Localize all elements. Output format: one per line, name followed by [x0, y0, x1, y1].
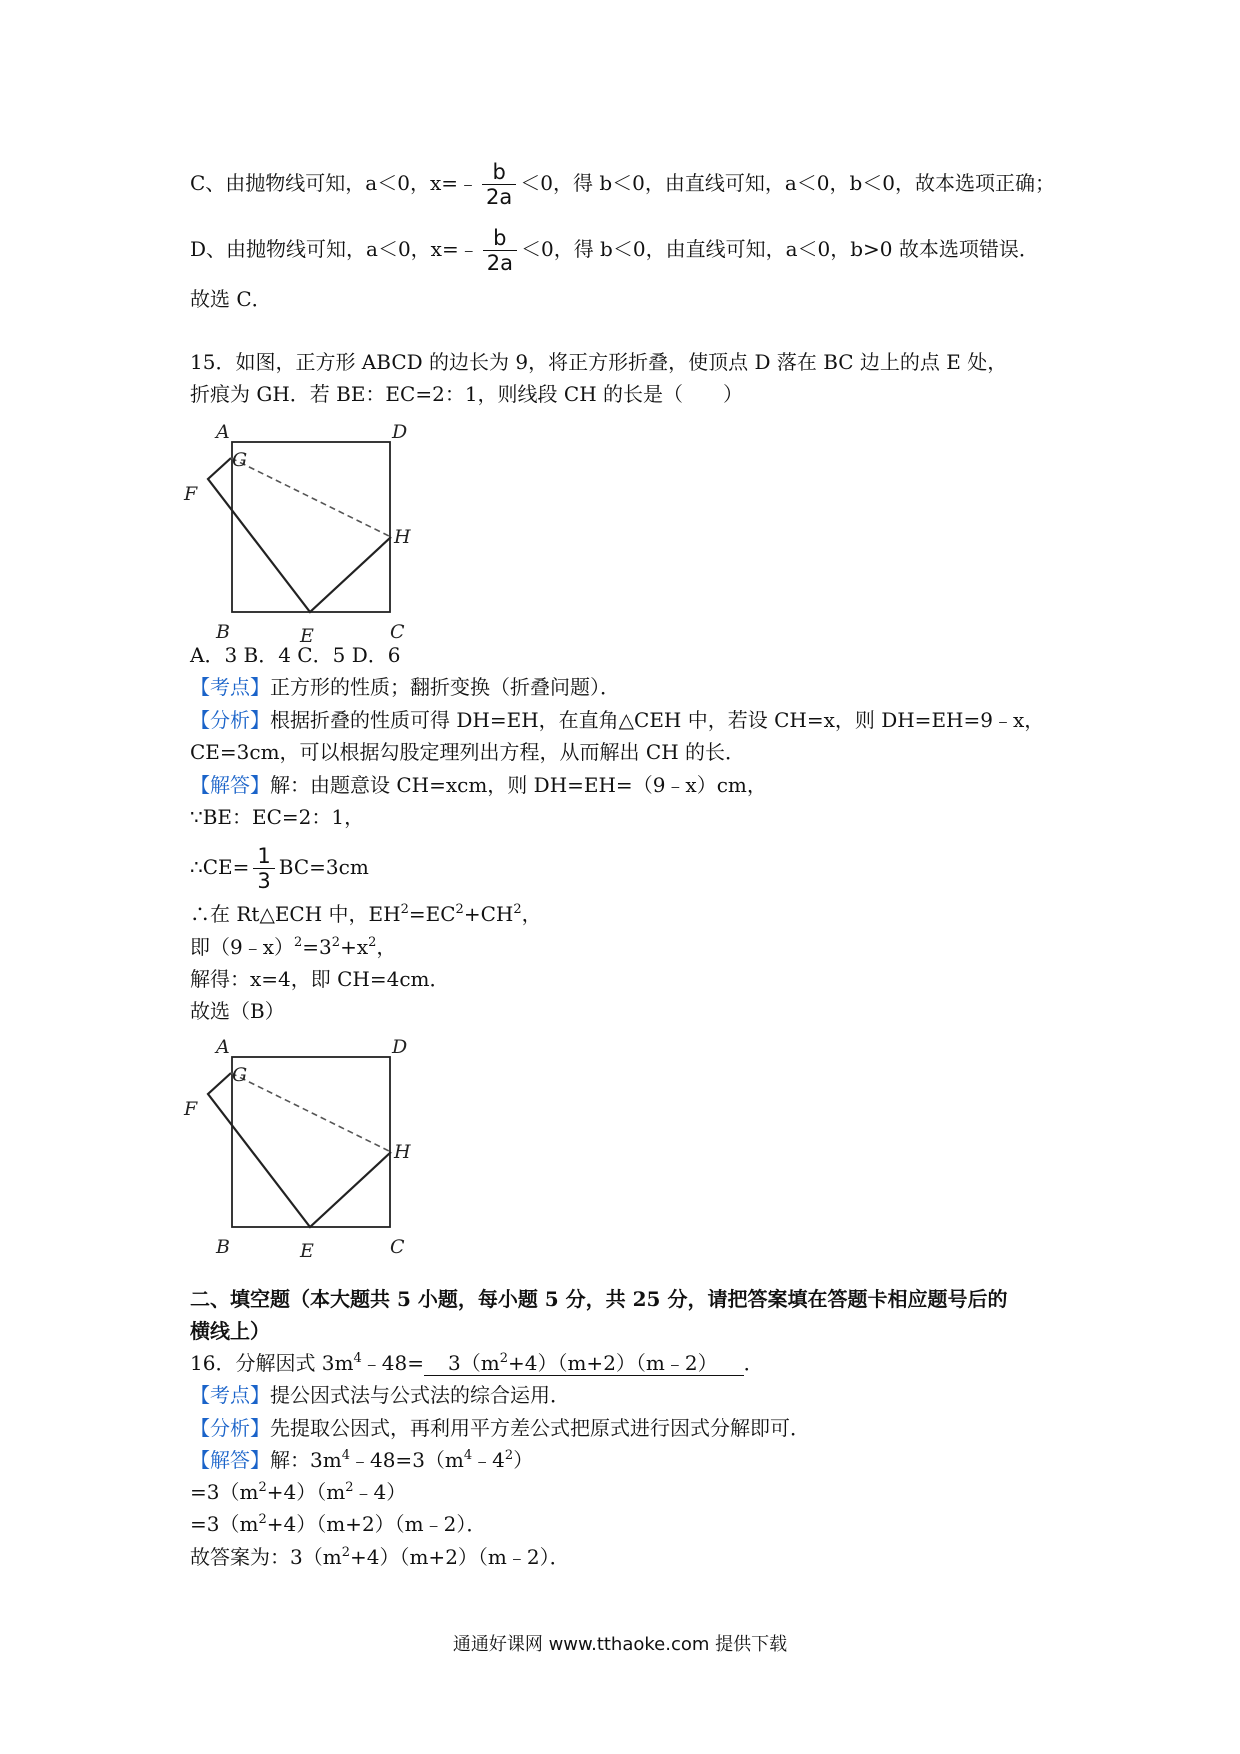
label-e: E [300, 625, 314, 647]
option-c-line: C、由抛物线可知，a＜0，x=﹣ $\frac{b}{2a}$ ＜0，得 b＜0，由直线可知，a＜0，b＜0，故本选项正确； [190, 160, 1056, 209]
label-c: C [390, 621, 405, 643]
label-b: B [216, 1236, 230, 1258]
square-fold-figure-solution [180, 1035, 420, 1262]
prev-answer: 故选 C． [190, 287, 272, 311]
q15-stem-line2: 折痕为 GH．若 BE：EC=2：1，则线段 CH 的长是（ ） [190, 382, 743, 406]
q15-jieda: 【解答】解：由题意设 CH=xcm，则 DH=EH=（9﹣x）cm， [190, 773, 767, 797]
q16-step3: $=3(m^2+4)(m+2)(m﹣2)$． [190, 1512, 487, 1536]
q16-fenxi: 【分析】先提取公因式，再利用平方差公式把原式进行因式分解即可． [190, 1416, 810, 1440]
q15-fenxi-cont: CE=3cm，可以根据勾股定理列出方程，从而解出 CH 的长． [190, 740, 746, 764]
q15-step5: 解得：x=4，即 CH=4cm． [190, 967, 450, 991]
q16-jieda: 【解答】解：$3m^4﹣48=3(m^4﹣4^2)$ [190, 1448, 534, 1472]
section2-heading-cont: 横线上） [190, 1319, 270, 1343]
option-d-line: D、由抛物线可知，a＜0，x=﹣ $\frac{b}{2a}$ ＜0，得 b＜0，由直线可知，a＜0，b>0 故本选项错误． [190, 226, 1039, 275]
q16-answer: 故答案为：$3(m^2+4)(m+2)(m﹣2)$． [190, 1545, 570, 1569]
label-c: C [390, 1236, 405, 1258]
crease-gh [231, 1073, 391, 1152]
q15-step3: ∴在 Rt△ECH 中，$EH^2=EC^2+CH^2$， [190, 902, 542, 926]
label-g: G [232, 1064, 248, 1086]
answer-blank: $3(m^2+4)(m+2)(m﹣2)$ [424, 1351, 744, 1376]
section2-heading: 二、填空题（本大题共 5 小题，每小题 5 分，共 25 分，请把答案填在答题卡相应题号后的 [190, 1287, 1008, 1311]
label-h: H [394, 526, 411, 548]
label-d: D [392, 421, 408, 443]
fraction-one-third: $\frac{1}{3}$ [253, 844, 274, 893]
page-footer: 通通好课网 www.tthaoke.com 提供下载 [452, 1634, 788, 1655]
square-abcd [232, 442, 390, 612]
label-g: G [232, 449, 248, 471]
fraction-b-over-2a: $\frac{b}{2a}$ [483, 226, 517, 275]
q15-kaodian: 【考点】正方形的性质；翻折变换（折叠问题）． [190, 675, 620, 699]
q15-step1: ∵BE：EC=2：1， [190, 805, 365, 829]
label-a: A [216, 421, 230, 443]
folded-edge [208, 1073, 391, 1227]
q15-options: A．3 B．4 C．5 D．6 [190, 643, 401, 667]
label-e: E [300, 1240, 314, 1262]
square-abcd [232, 1057, 390, 1227]
label-f: F [184, 483, 198, 505]
q15-step2: ∴CE= $\frac{1}{3}$ BC=3cm [190, 844, 369, 893]
fraction-b-over-2a: $\frac{b}{2a}$ [482, 160, 516, 209]
q15-answer: 故选（B） [190, 999, 285, 1023]
label-f: F [184, 1098, 198, 1120]
label-a: A [216, 1036, 230, 1058]
crease-gh [231, 458, 391, 537]
q15-step4: 即$(9﹣x)^2=3^2+x^2$， [190, 935, 397, 959]
q15-stem-line1: 15．如图，正方形 ABCD 的边长为 9，将正方形折叠，使顶点 D 落在 BC 边上的点 E 处， [190, 350, 1008, 374]
square-fold-figure [180, 420, 420, 647]
label-b: B [216, 621, 230, 643]
label-h: H [394, 1141, 411, 1163]
folded-edge [208, 458, 391, 612]
q16-stem: 16．分解因式 $3m^4﹣48=$ $3(m^2+4)(m+2)(m﹣2)$ ． [190, 1351, 764, 1375]
q16-kaodian: 【考点】提公因式法与公式法的综合运用． [190, 1383, 570, 1407]
label-d: D [392, 1036, 408, 1058]
q15-fenxi: 【分析】根据折叠的性质可得 DH=EH，在直角△CEH 中，若设 CH=x，则 DH=EH=9﹣x， [190, 708, 1045, 732]
q16-step2: $=3(m^2+4)(m^2﹣4)$ [190, 1480, 407, 1504]
